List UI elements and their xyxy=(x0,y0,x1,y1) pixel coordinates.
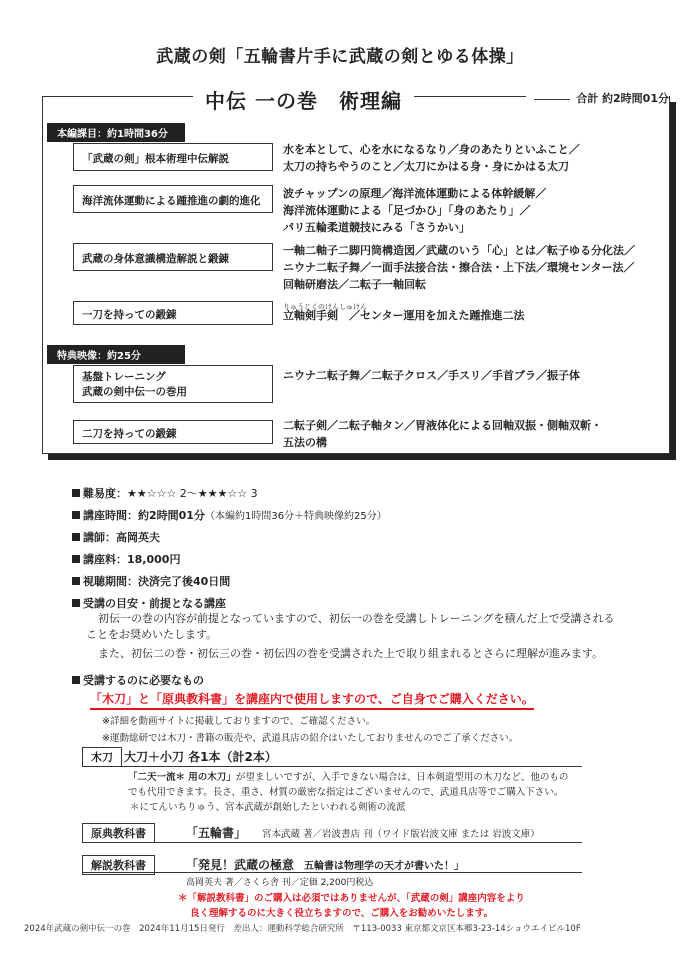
row-desc-1-line-2: 太刀の持ちやうのこと／太刀にかはる身・身にかはる太刀 xyxy=(283,160,569,173)
course-time xyxy=(72,507,387,523)
bokuto-tag: 木刀 xyxy=(82,747,122,767)
purchase-notice: 「木刀」と「原典教科書」を講座内で使用しますので、ご自身でご購入ください。 xyxy=(90,690,534,710)
footer: 2024年武蔵の剣中伝一の巻 2024年11月15日発行 差出人：運動科学総合研究所 〒113-0033 東京都文京区本郷3-23-14ショウエイビル10F xyxy=(24,924,581,934)
row-desc-3 xyxy=(283,242,663,293)
curriculum-box xyxy=(42,89,670,454)
commentary-recommend-line-2: 良く理解するのに大きく役立ちますので、ご購入をお勧めいたします。 xyxy=(190,908,494,919)
row-name-6: 二刀を持っての鍛錬 xyxy=(73,420,273,444)
prereq-heading xyxy=(72,595,226,611)
viewing-period-text: 視聴期間：決済完了後40日間 xyxy=(83,575,231,588)
difficulty-label: 難易度： xyxy=(83,487,127,500)
bokuto-body-line-1 xyxy=(128,770,648,785)
bullet-square xyxy=(72,676,80,684)
row-desc-6-line-1: 二転子剣／二転子軸タン／胃液体化による回軸双振・側軸双斬・ xyxy=(283,419,602,432)
bokuto-body-line-2: でも代用できます。長さ、重さ、材質の厳密な指定はございませんので、武道具店等でご購入下さい。 xyxy=(128,787,564,798)
row-name-3: 武蔵の身体意識構造解説と鍛錬 xyxy=(73,243,273,271)
section-bonus-label: 特典映像：約25分 xyxy=(47,345,185,364)
volume-subtitle: 中伝 一の巻 術理編 xyxy=(193,85,414,114)
row-name-1: 「武蔵の剣」根本術理中伝解説 xyxy=(73,143,273,171)
commentary-title: 「発見！武蔵の極意 xyxy=(186,858,295,872)
course-time-label: 講座時間：約2時間01分 xyxy=(83,509,205,522)
row-desc-3-line-1: 一軸二軸子二脚円筒構造図／武蔵のいう「心」とは／転子ゆる分化法／ xyxy=(283,244,635,257)
bokuto-head: 大刀＋小刀 各1本（計2本） xyxy=(124,750,277,764)
row-desc-1 xyxy=(283,141,663,175)
bullet-square xyxy=(72,533,80,541)
commentary-info: 高岡英夫 著／さくら舎 刊／定価 2,200円税込 xyxy=(186,878,374,888)
page-title: 武蔵の剣「五輪書片手に武蔵の剣とゆる体操」 xyxy=(156,47,524,67)
bokuto-body-text-1: が望ましいですが、入手できない場合は、日本剣道型用の木刀など、他のもの xyxy=(235,772,569,783)
note-1: ※詳細を動画サイトに掲載しておりますので、ご確認ください。 xyxy=(102,716,376,727)
row-desc-4 xyxy=(283,303,663,324)
bokuto-body xyxy=(128,770,648,815)
row-desc-4-line-1: 立軸剣手剣 ／センター運用を加えた踵推進二法 xyxy=(283,309,525,322)
row-desc-5-line-1: ニウナ二転子舞／二転子クロス／手スリ／手首ブラ／振子体 xyxy=(283,369,580,382)
course-time-note: （本編約1時間36分＋特典映像約25分） xyxy=(204,511,387,522)
fee xyxy=(72,551,180,567)
row-desc-4-ruby: りゅうじくのけんしゅけん xyxy=(283,303,367,311)
original-text-tag: 原典教科書 xyxy=(82,823,155,843)
needs-label: 受講するのに必要なもの xyxy=(83,674,204,687)
row-desc-2-line-3: パリ五輪柔道競技にみる「さうかい」 xyxy=(283,221,470,234)
prereq-line-2: ことをお奨めいたします。 xyxy=(86,628,218,641)
instructor xyxy=(72,529,160,545)
bullet-square xyxy=(72,511,80,519)
commentary-subtitle: 五輪書は物理学の天才が書いた！」 xyxy=(304,861,465,872)
bullet-square xyxy=(72,489,80,497)
row-name-5: 基盤トレーニング 武蔵の剣中伝一の巻用 xyxy=(73,365,273,403)
bokuto-body-bold: 「二天一流＊ 用の木刀」 xyxy=(128,772,236,783)
row-desc-3-line-2: ニウナ二転子舞／一面手法接合法・擦合法・上下法／環境センター法／ xyxy=(283,261,635,274)
fee-text: 講座料：18,000円 xyxy=(83,553,181,566)
original-text-info: 宮本武蔵 著／岩波書店 刊（ワイド版岩波文庫 または 岩波文庫） xyxy=(262,829,540,840)
row-desc-2-line-1: 波チャップンの原理／海洋流体運動による体幹緩解／ xyxy=(283,187,547,200)
row-desc-2-line-2: 海洋流体運動による「足づかひ」「身のあたり」／ xyxy=(283,204,531,217)
row-desc-2 xyxy=(283,185,663,236)
row-desc-1-line-1: 水を本として、心を水になるなり／身のあたりといふこと／ xyxy=(283,143,580,156)
instructor-text: 講師：高岡英夫 xyxy=(83,531,160,544)
original-text-divider xyxy=(82,842,582,843)
difficulty-value: ★★☆☆☆ 2〜★★★☆☆ 3 xyxy=(127,487,258,500)
bullet-square xyxy=(72,599,80,607)
difficulty xyxy=(72,485,258,501)
commentary-recommend-line-1: ＊「解説教科書」のご購入は必須ではありませんが、「武蔵の剣」講座内容をより xyxy=(178,893,525,904)
prereq-label: 受講の目安・前提となる講座 xyxy=(83,597,226,610)
commentary-tag: 解説教科書 xyxy=(82,855,155,875)
total-dash xyxy=(534,99,570,100)
row-name-4: 一刀を持っての鍛錬 xyxy=(73,301,273,325)
bullet-square xyxy=(72,555,80,563)
bokuto-divider xyxy=(82,766,582,767)
viewing-period xyxy=(72,573,230,589)
commentary-divider xyxy=(82,872,582,873)
prereq-line-3: また、初伝二の巻・初伝三の巻・初伝四の巻を受講された上で取り組まれるとさらに理解が進みます。 xyxy=(98,647,604,660)
row-name-2: 海洋流体運動による踵推進の劇的進化 xyxy=(73,185,273,213)
commentary-recommend xyxy=(178,891,525,921)
total-time-text: 合計 約2時間01分 xyxy=(576,92,669,105)
needs-heading xyxy=(72,672,204,688)
row-desc-6-line-2: 五法の構 xyxy=(283,436,327,449)
original-text-head: 「五輪書」 xyxy=(186,826,247,840)
section-main-label: 本編課目：約1時間36分 xyxy=(47,123,185,142)
note-2: ※運動総研では木刀・書籍の販売や、武道具店の紹介はいたしておりませんのでご了承ください。 xyxy=(102,733,519,744)
row-desc-5 xyxy=(283,367,663,384)
total-time xyxy=(526,90,669,106)
bokuto-body-line-3: ＊にてんいちりゅう、宮本武蔵が創始したといわれる剣術の流派 xyxy=(130,802,406,813)
row-desc-6 xyxy=(283,417,663,451)
row-desc-3-line-3: 回軸研磨法／二転子一軸回転 xyxy=(283,278,426,291)
prereq-line-1: 初伝一の巻の内容が前提となっていますので、初伝一の巻を受講しトレーニングを積んだ上で受講される xyxy=(98,612,615,625)
commentary-head xyxy=(186,856,464,873)
bullet-square xyxy=(72,577,80,585)
